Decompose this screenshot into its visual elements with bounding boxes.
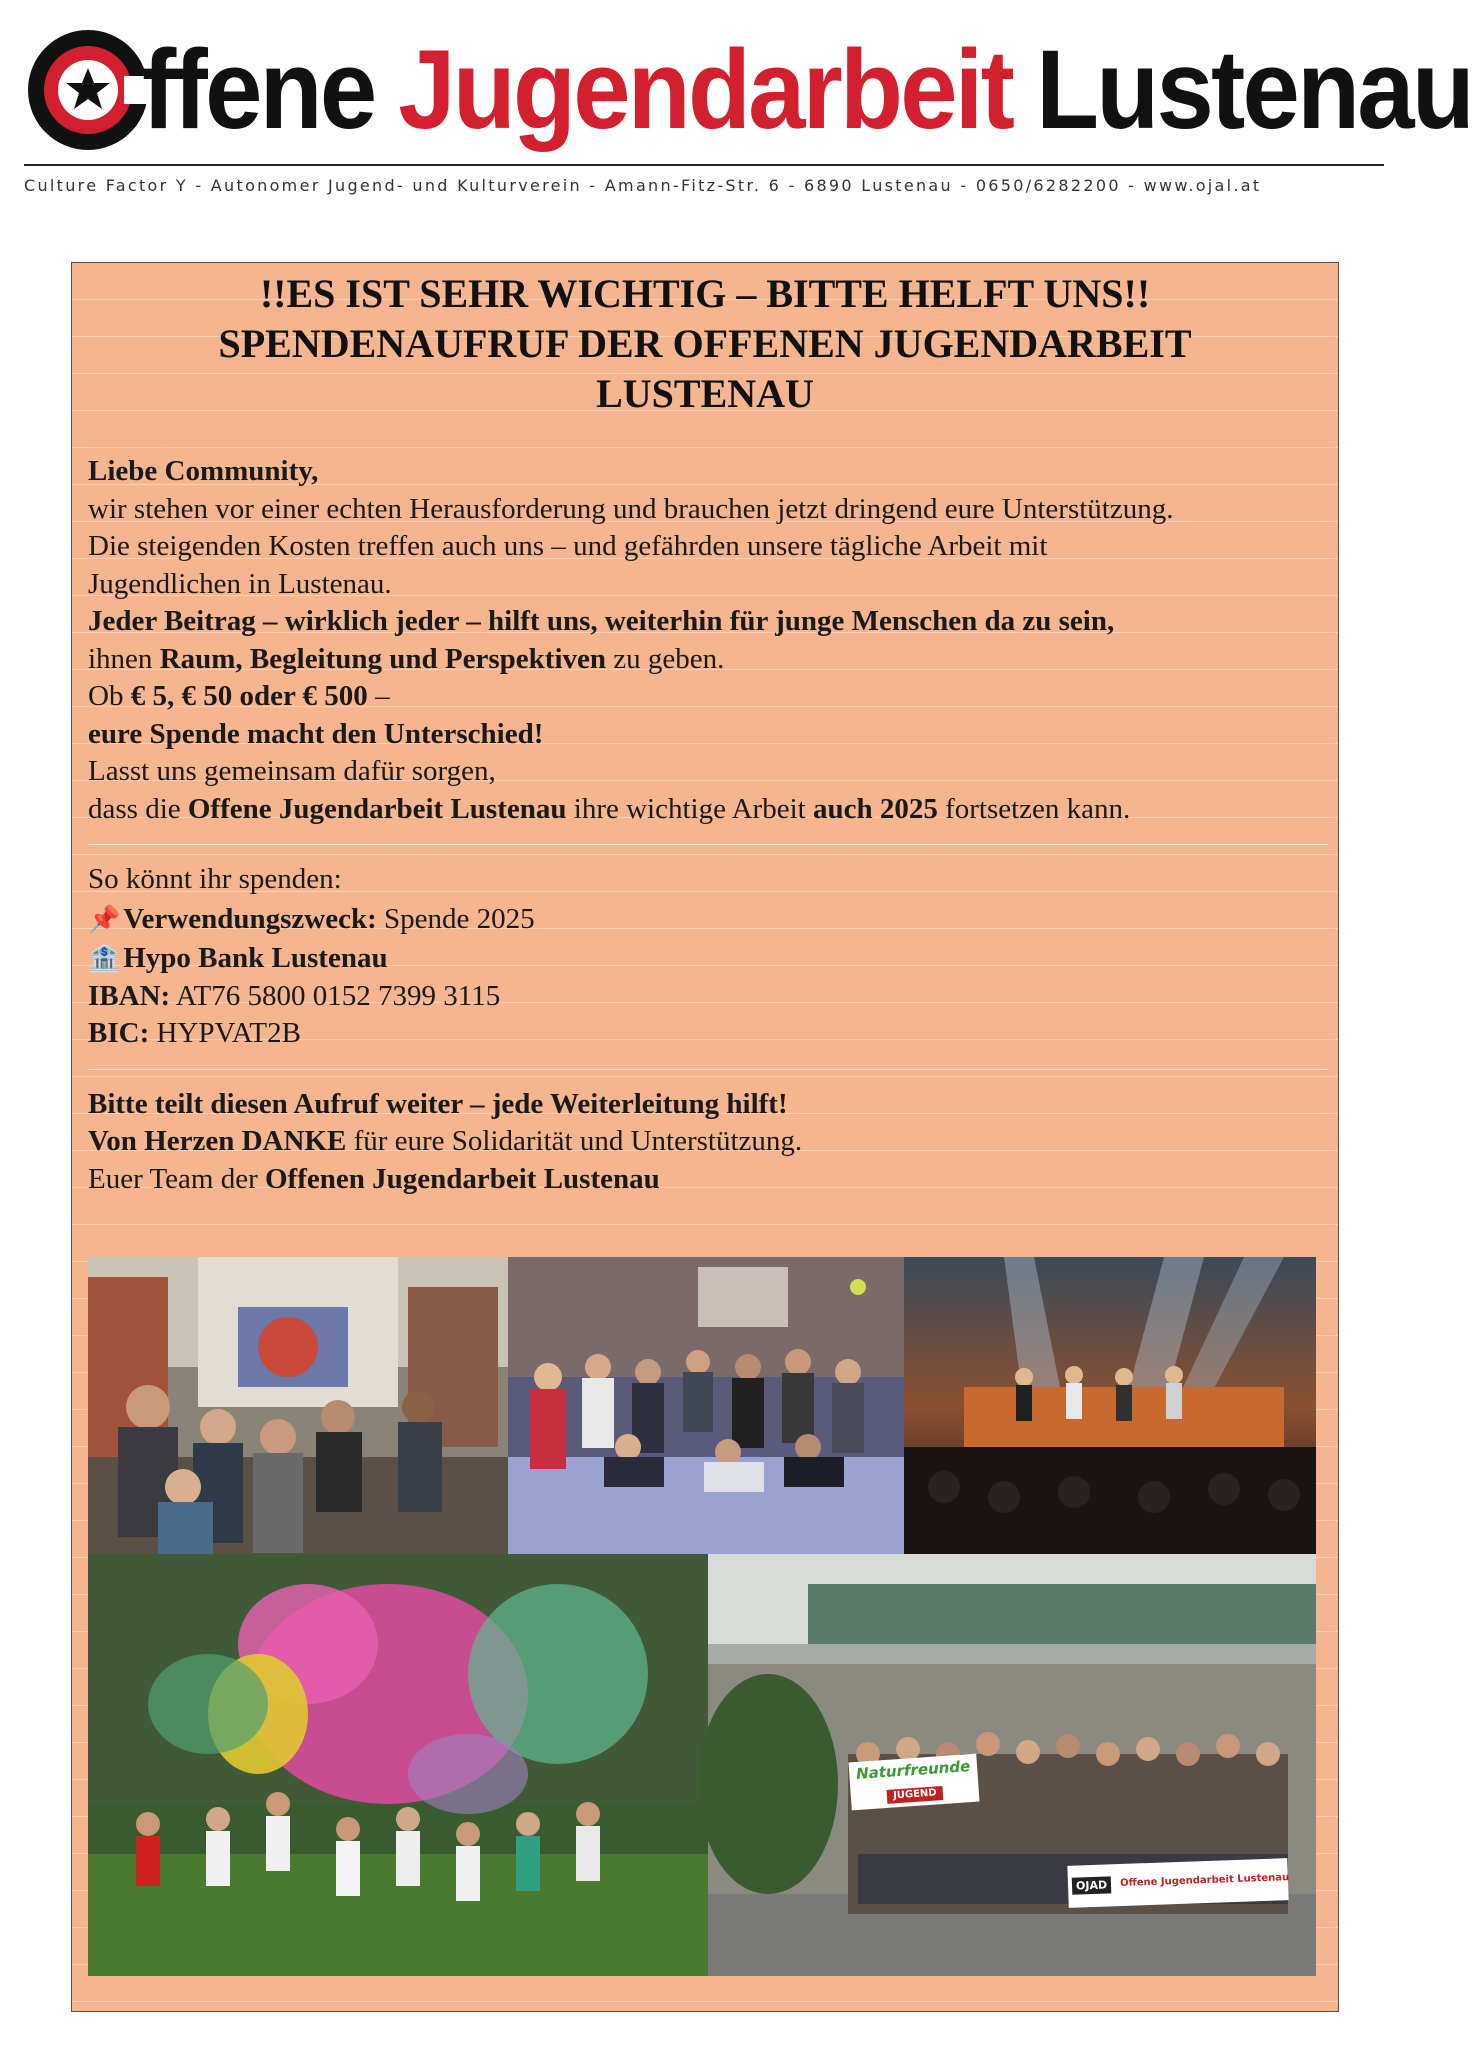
share-appeal: Bitte teilt diesen Aufruf weiter – jede Weiterleitung hilft!: [88, 1087, 788, 1120]
banner-naturfreunde-title: Naturfreunde: [855, 1757, 971, 1783]
text-run: –: [367, 680, 390, 712]
letter-line: Die steigenden Kosten treffen auch uns – und gefährden unsere tägliche Arbeit mit: [88, 530, 1048, 562]
greeting: Liebe Community,: [88, 455, 319, 487]
text-run: Euer Team der: [88, 1162, 265, 1195]
bic-value: HYPVAT2B: [149, 1017, 301, 1049]
text-run: dass die: [88, 792, 188, 825]
banner-ojal-label: Offene Jugendarbeit Lustenau: [1119, 1872, 1290, 1890]
donation-bank: [88, 940, 1328, 978]
donation-amounts: € 5, € 50 oder € 500: [130, 680, 368, 712]
bank-icon: 🏦: [88, 944, 121, 973]
text-run: Ob: [88, 680, 131, 712]
letterhead: [0, 0, 1472, 210]
banner-ojad: [1067, 1858, 1288, 1908]
title-line-2: SPENDENAUFRUF DER OFFENEN JUGENDARBEIT: [218, 321, 1192, 366]
team-name: Offenen Jugendarbeit Lustenau: [265, 1162, 660, 1195]
appeal-body: [88, 453, 1328, 1198]
donation-iban: [88, 978, 1328, 1016]
photo-dance-group: [508, 1257, 904, 1554]
iban-value: AT76 5800 0152 7399 3115: [170, 979, 501, 1012]
letter-line: wir stehen vor einer echten Herausforderung und brauchen jetzt dringend eure Unterstützung.: [88, 492, 1174, 525]
letter-emphasis: eure Spende macht den Unterschied!: [88, 717, 544, 750]
team-signature: [88, 1161, 1328, 1199]
title-line-3: LUSTENAU: [596, 371, 814, 416]
text-run: ihre wichtige Arbeit: [566, 792, 813, 825]
bic-label: BIC:: [88, 1017, 150, 1049]
banner-naturfreunde: [848, 1754, 979, 1811]
text-run-bold: Offene Jugendarbeit Lustenau: [187, 792, 567, 825]
thanks-bold: Von Herzen DANKE: [88, 1125, 347, 1157]
purpose-value: Spende 2025: [376, 902, 535, 935]
iban-label: IBAN:: [88, 979, 171, 1012]
letter-line: [88, 641, 1328, 679]
brand-word-offene: ffene: [142, 27, 375, 152]
donation-bic: [88, 1015, 1328, 1053]
ojal-logo-icon: [24, 26, 152, 154]
letter-line: [88, 678, 1328, 716]
letter-line: Jugendlichen in Lustenau.: [88, 567, 392, 600]
letter-line: [88, 791, 1328, 829]
thanks-line: [88, 1123, 1328, 1161]
bank-name: Hypo Bank Lustenau: [123, 942, 388, 974]
donation-intro: So könnt ihr spenden:: [88, 863, 342, 895]
text-run: fortsetzen kann.: [937, 792, 1131, 825]
letter-line: Lasst uns gemeinsam dafür sorgen,: [88, 755, 496, 787]
donation-purpose: [88, 901, 1328, 939]
text-run: ihnen: [88, 642, 160, 675]
purpose-label: Verwendungszweck:: [123, 902, 377, 935]
photo-stage-concert: [904, 1257, 1316, 1554]
appeal-title: [72, 269, 1338, 419]
text-run: für eure Solidarität und Unterstützung.: [346, 1125, 803, 1157]
letterhead-tagline: Culture Factor Y - Autonomer Jugend- und Kulturverein - Amann-Fitz-Str. 6 - 6890 Lustenau - 0650/6282200 - www.ojal.at: [24, 176, 1262, 195]
brand-wordmark: [142, 10, 1472, 170]
banner-ojad-label: OJAD: [1072, 1876, 1112, 1894]
photo-skatepark-group: [88, 1257, 508, 1554]
pushpin-icon: 📌: [88, 904, 121, 934]
letter-emphasis: Jeder Beitrag – wirklich jeder – hilft uns, weiterhin für junge Menschen da zu sein,: [88, 605, 1115, 637]
text-run-bold: Raum, Begleitung und Perspektiven: [159, 642, 607, 675]
title-line-1: !!ES IST SEHR WICHTIG – BITTE HELFT UNS!!: [259, 271, 1151, 316]
photo-group-banners: [708, 1554, 1316, 1976]
text-run-bold: auch 2025: [812, 792, 938, 825]
text-run: zu geben.: [606, 642, 725, 675]
photo-color-festival: [88, 1554, 708, 1976]
letterhead-divider: [24, 164, 1384, 166]
brand-word-lustenau: Lustenau: [1036, 27, 1472, 152]
banner-jugend: JUGEND: [887, 1786, 943, 1804]
brand-word-jugendarbeit: Jugendarbeit: [398, 27, 1013, 152]
